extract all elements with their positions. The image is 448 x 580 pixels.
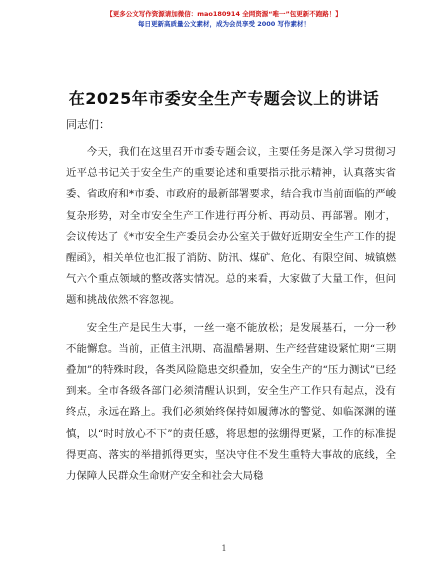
banner-line-2: 每日更新高质量公文素材，成为会员享受 2000 写作素材！ (137, 20, 311, 28)
document-title: 在2025年市委安全生产专题会议上的讲话 (68, 89, 380, 108)
header-banner (0, 9, 448, 29)
salutation: 同志们： (66, 118, 110, 131)
page-number: 1 (221, 544, 227, 553)
paragraph: 安全生产是民生大事，一丝一毫不能放松；是发展基石，一分一秒不能懈怠。当前，正值主汛期、高温酷暑期、生产经营建设紧忙期“三期叠加”的特殊时段，各类风险隐患交织叠加，安全生产的“压力测试”已经到来。全市各级各部门必须清醒认识到，安全生产工作只有起点，没有终点，永远在路上。我们必须始终保持如履薄冰的警觉、如临深渊的谨慎，以“时时放心不下”的责任感，将思想的弦绷得更紧，工作的标准提得更高、落实的举措抓得更实，坚决守住不发生重特大事故的底线，全力保障人民群众生命财产安全和社会大局稳 (66, 321, 396, 483)
paragraph: 今天，我们在这里召开市委专题会议，主要任务是深入学习贯彻习近平总书记关于安全生产的重要论述和重要指示批示精神，认真落实省委、省政府和*市委、市政府的最新部署要求，结合我市当前面临的严峻复杂形势，对全市安全生产工作进行再分析、再动员、再部署。刚才，会议传达了《*市安全生产委员会办公室关于做好近期安全生产工作的提醒函》，相关单位也汇报了消防、防汛、煤矿、危化、有限空间、城镇燃气六个重点领域的整改落实情况。总的来看，大家做了大量工作，但问题和挑战依然不容忽视。 (66, 146, 396, 307)
document-body (66, 142, 396, 487)
banner-line-1: 【更多公文写作资源请加微信：mao180914 全网资源“唯一”包更新不跑路！】 (106, 10, 342, 18)
